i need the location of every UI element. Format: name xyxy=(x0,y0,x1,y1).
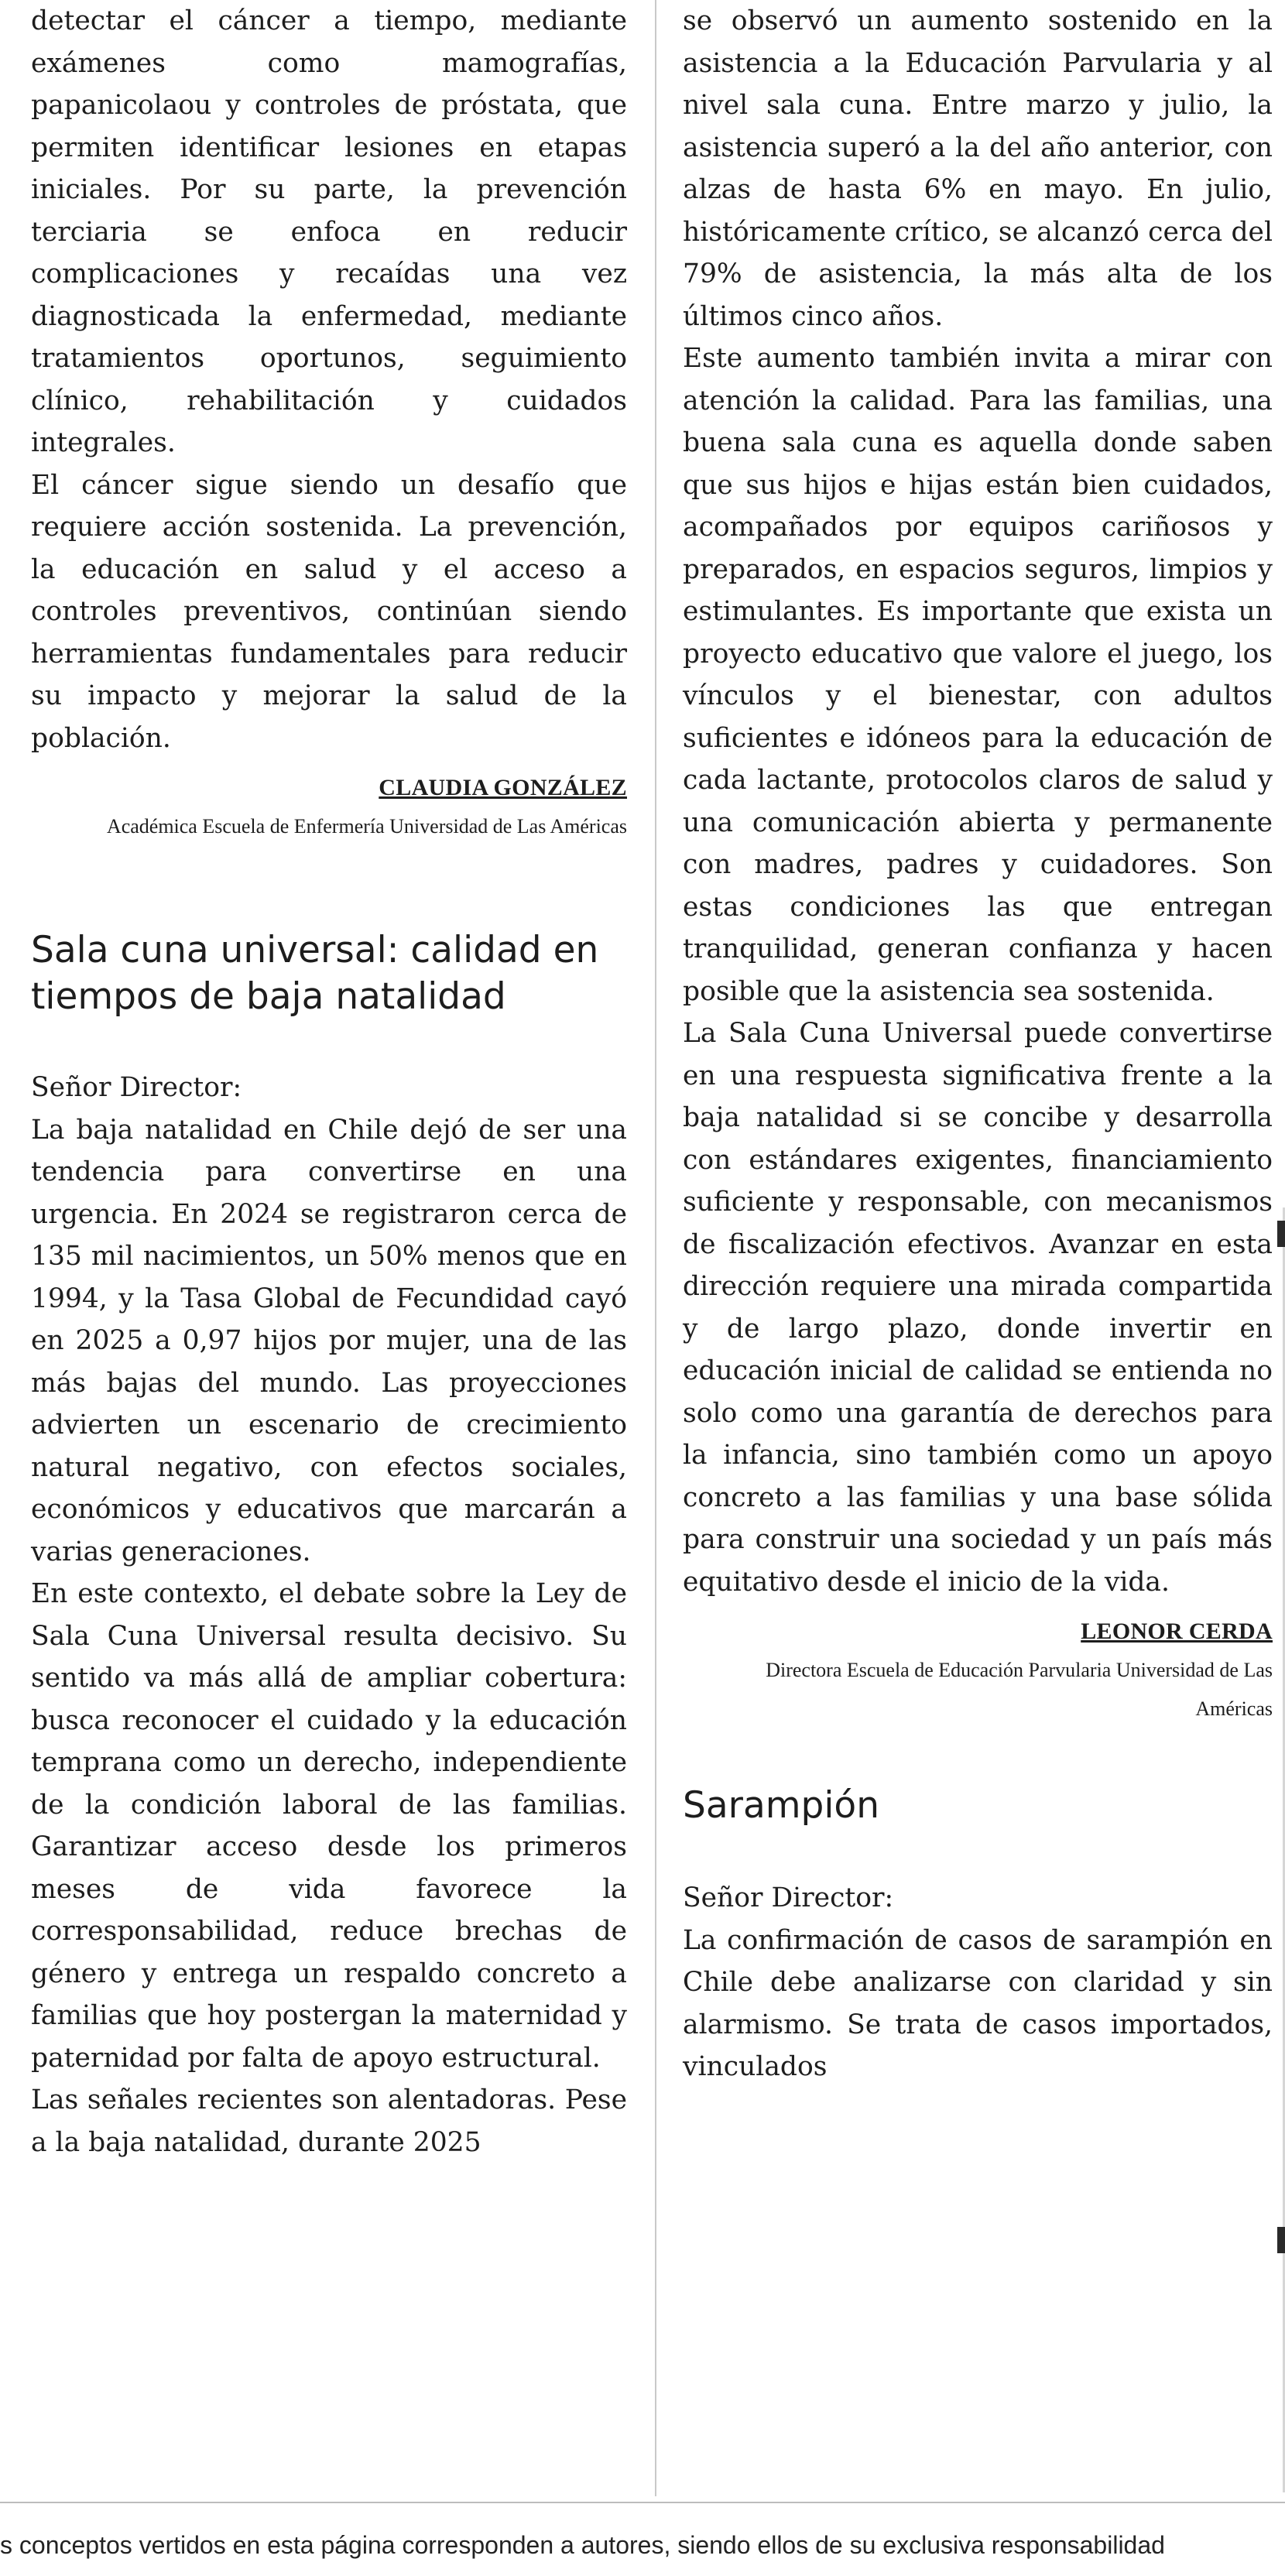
letter-title: Sala cuna universal: calidad en tiempos de baja natalidad xyxy=(31,929,599,1018)
letter-paragraph: La confirmación de casos de sarampión en Chile debe analizarse con claridad y sin alarmismo. Se trata de casos importados, vinculados xyxy=(683,1924,1273,2082)
page-edge-mark xyxy=(1277,1221,1285,1247)
letter-paragraph: La Sala Cuna Universal puede convertirse en una respuesta significativa frente a la baja natalidad si se concibe y desarrolla con estándares exigentes, financiamiento suficiente y responsable, con mecanismos de fiscalización efectivos. Avanzar en esta dirección requiere una mirada compartida y de largo plazo, donde invertir en educación inicial de calidad se entienda no solo como una garantía de derechos para la infancia, sino también como un apoyo concreto a las familias y una base sólida para construir una sociedad y un país más equitativo desde el inicio de la vida. xyxy=(683,1018,1273,1598)
column-divider xyxy=(655,0,656,2496)
letter-title: Sarampión xyxy=(683,1784,879,1827)
letter-paragraph: se observó un aumento sostenido en la asistencia a la Educación Parvularia y al nivel sala cuna. Entre marzo y julio, la asistencia superó a la del año anterior, con alzas de hasta 6% en mayo. En julio, históricamente crítico, se alcanzó cerca del 79% de asistencia, la más alta de los últimos cinco años. xyxy=(683,5,1273,332)
letter-paragraph: En este contexto, el debate sobre la Ley de Sala Cuna Universal resulta decisivo. Su sentido va más allá de ampliar cobertura: busca reconocer el cuidado y la educación temprana como un derecho, independiente de la condición laboral de las familias. Garantizar acceso desde los primeros meses de vida favorece la corresponsabilidad, reduce brechas de género y entrega un respaldo concreto a familias que hoy postergan la maternidad y paternidad por falta de apoyo estructural. xyxy=(31,1578,627,2074)
page-edge-mark xyxy=(1277,2227,1285,2253)
author-name: LEONOR CERDA xyxy=(1081,1619,1273,1644)
letter-cancer-tail xyxy=(31,0,627,846)
author-role: Académica Escuela de Enfermería Universidad de Las Américas xyxy=(106,815,627,838)
letter-sala-cuna-continued xyxy=(683,0,1273,1728)
letter-paragraph: La baja natalidad en Chile dejó de ser una tendencia para convertirse en una urgencia. En 2024 se registraron cerca de 135 mil nacimientos, un 50% menos que en 1994, y la Tasa Global de Fecundidad cayó en 2025 a 0,97 hijos por mujer, una de las más bajas del mundo. Las proyecciones advierten un escenario de crecimiento natural negativo, con efectos sociales, económicos y educativos que marcarán a varias generaciones. xyxy=(31,1114,627,1567)
author-name: CLAUDIA GONZÁLEZ xyxy=(379,775,627,800)
letter-salutation: Señor Director: xyxy=(683,1882,894,1913)
letter-salutation: Señor Director: xyxy=(31,1072,242,1103)
left-column xyxy=(31,0,627,2163)
letter-paragraph: El cáncer sigue siendo un desafío que requiere acción sostenida. La prevención, la educación en salud y el acceso a controles preventivos, continúan siendo herramientas fundamentales para reducir su impacto y mejorar la salud de la población. xyxy=(31,469,627,754)
letter-sala-cuna xyxy=(31,927,627,2163)
author-role: Directora Escuela de Educación Parvularia Universidad de Las Américas xyxy=(766,1659,1273,1720)
right-column xyxy=(683,0,1273,2088)
letter-paragraph: Este aumento también invita a mirar con atención la calidad. Para las familias, una buena sala cuna es aquella donde saben que sus hijos e hijas están bien cuidados, acompañados por equipos cariñosos y preparados, en espacios seguros, limpios y estimulantes. Es importante que exista un proyecto educativo que valore el juego, los vínculos y el bienestar, con adultos suficientes e idóneos para la educación de cada lactante, protocolos claros de salud y una comunicación abierta y permanente con madres, padres y cuidadores. Son estas condiciones las que entregan tranquilidad, generan confianza y hacen posible que la asistencia sea sostenida. xyxy=(683,343,1273,1007)
letter-paragraph: Las señales recientes son alentadoras. Pese a la baja natalidad, durante 2025 xyxy=(31,2084,627,2158)
footer-divider xyxy=(0,2502,1285,2503)
letter-sarampion xyxy=(683,1783,1273,2088)
footer-disclaimer: s conceptos vertidos en esta página corresponden a autores, siendo ellos de su exclusiva responsabilidad xyxy=(0,2531,1165,2559)
letter-paragraph: detectar el cáncer a tiempo, mediante exámenes como mamografías, papanicolaou y controles de próstata, que permiten identificar lesiones en etapas iniciales. Por su parte, la prevención terciaria se enfoca en reducir complicaciones y recaídas una vez diagnosticada la enfermedad, mediante tratamientos oportunos, seguimiento clínico, rehabilitación y cuidados integrales. xyxy=(31,5,627,458)
